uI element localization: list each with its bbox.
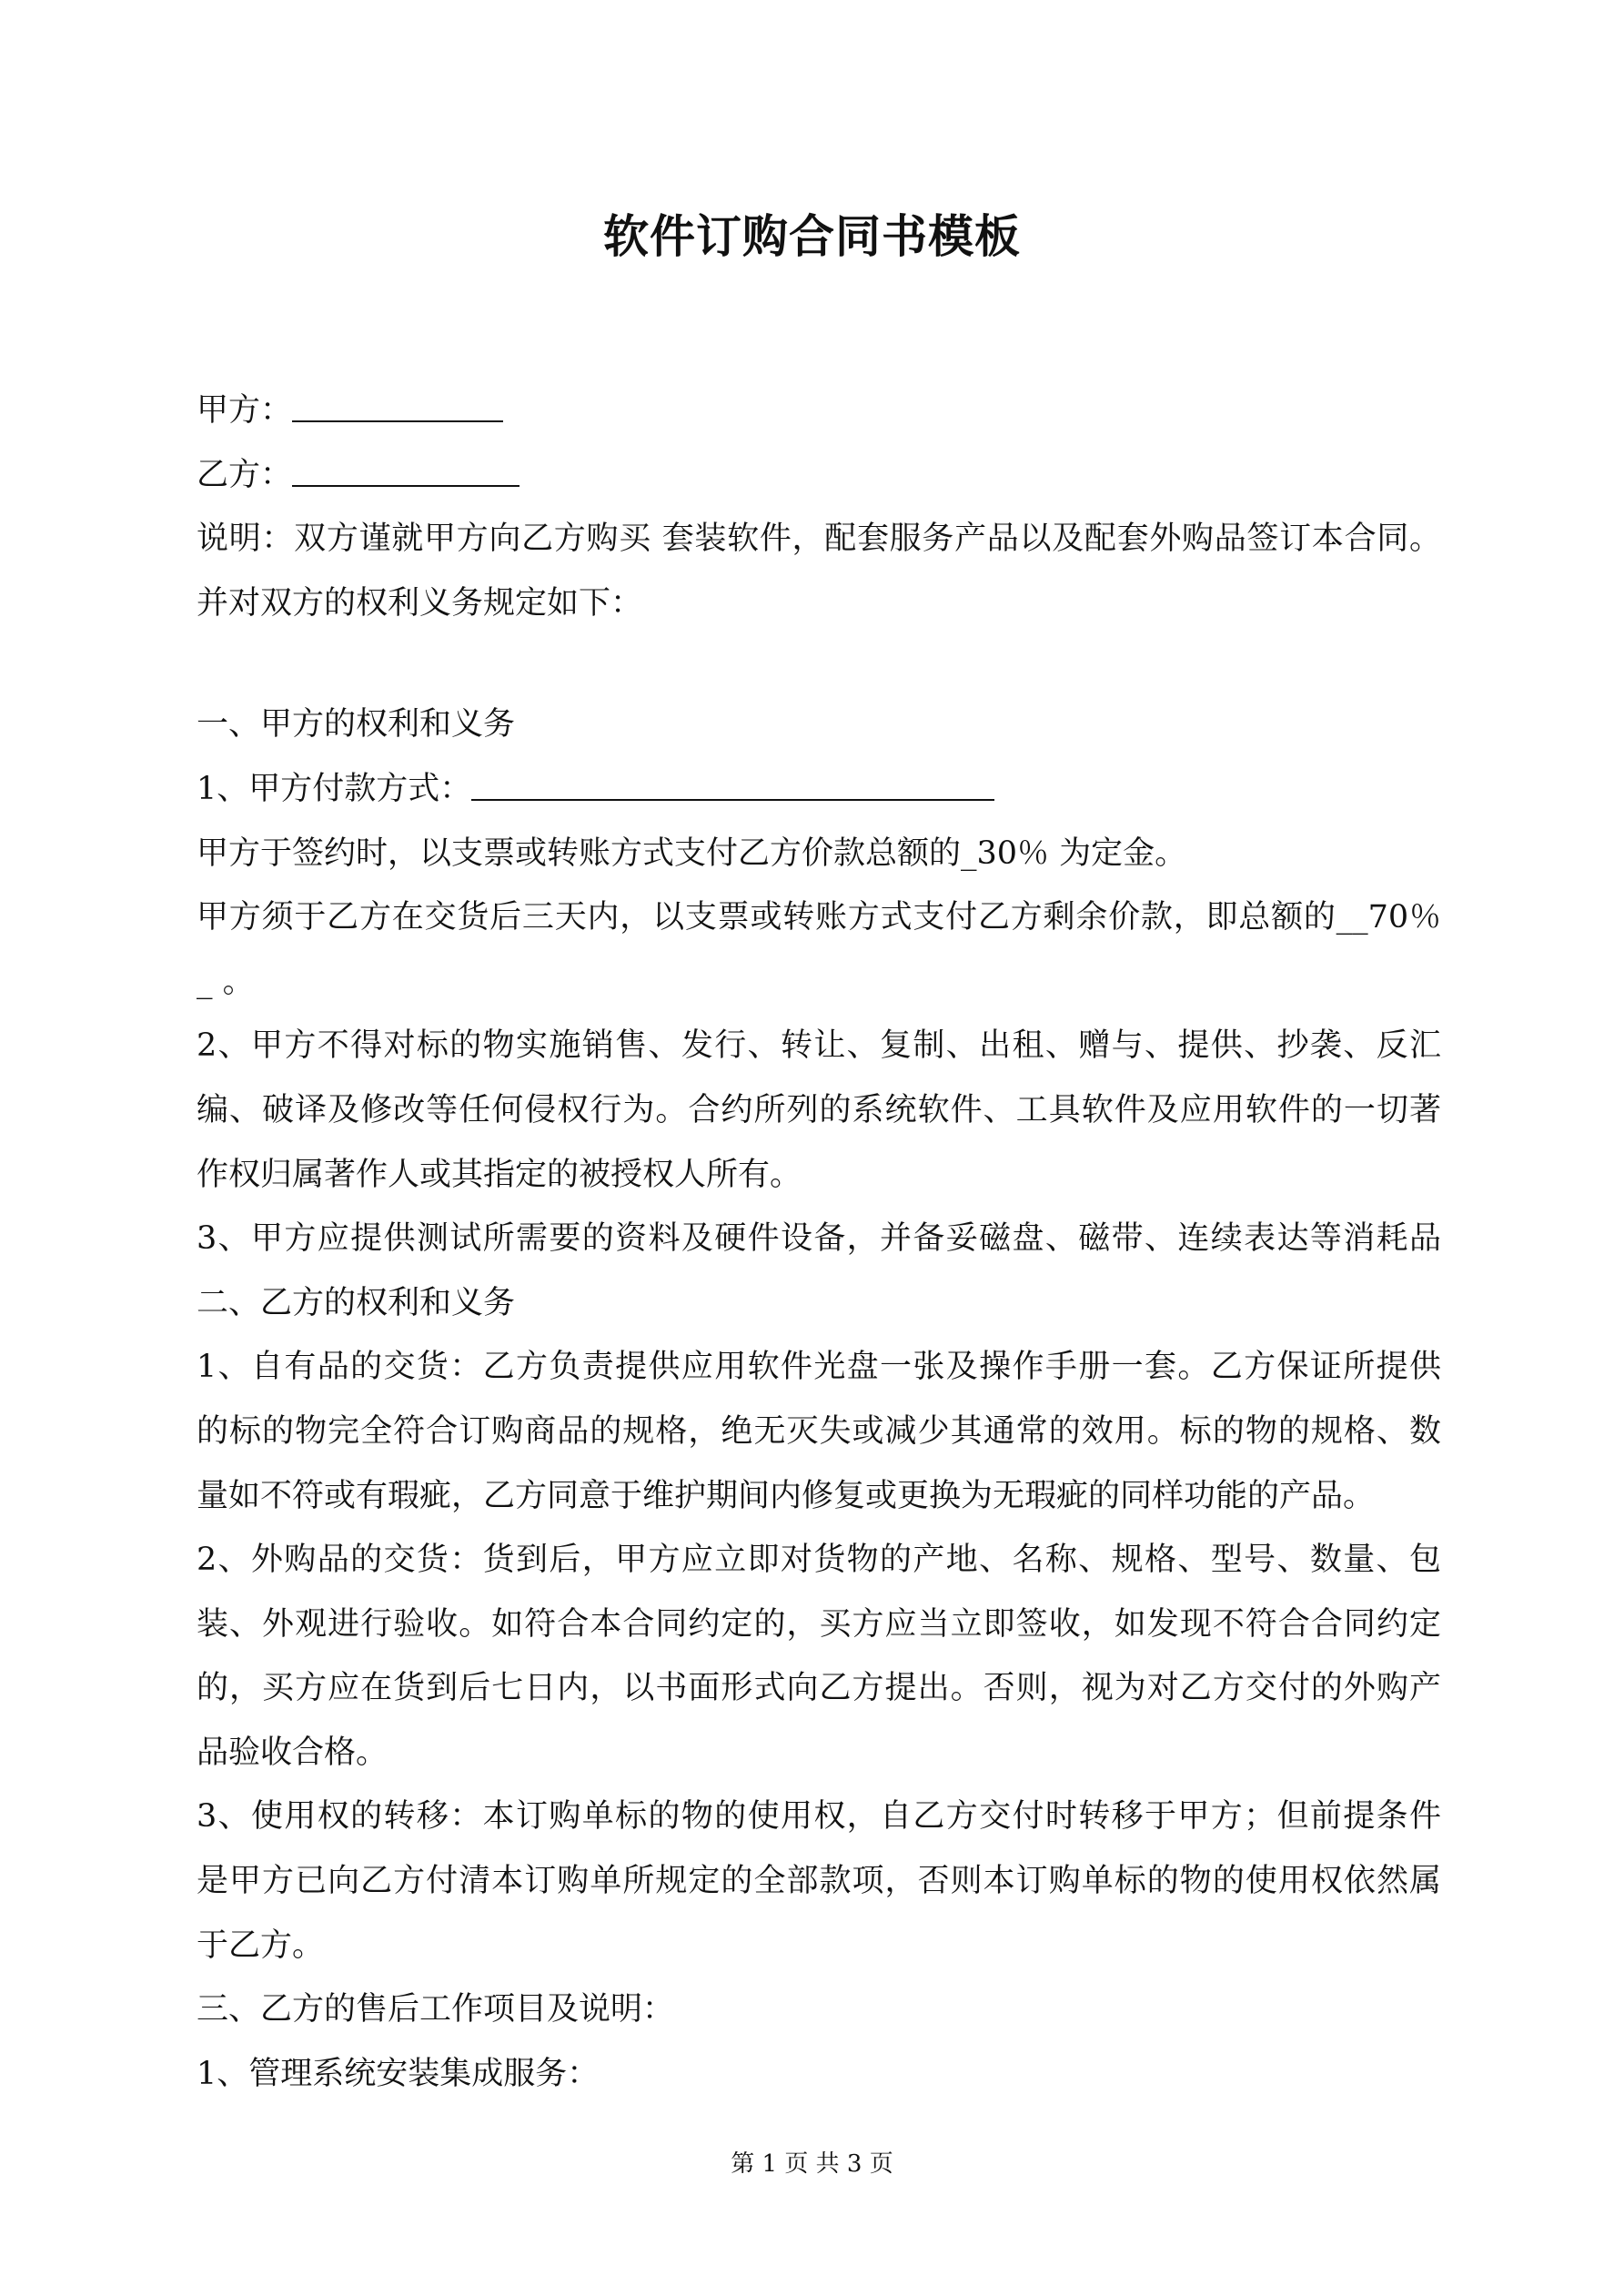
document-title: 软件订购合同书模板 <box>603 209 1021 263</box>
party-b-line <box>197 443 1441 508</box>
clause-line: 量如不符或有瑕疵，乙方同意于维护期间内修复或更换为无瑕疵的同样功能的产品。 <box>197 1477 1376 1514</box>
clause-line: 是甲方已向乙方付清本订购单所规定的全部款项，否则本订购单标的物的使用权依然属 <box>197 1863 1441 1900</box>
clause-line: 1、管理系统安装集成服务： <box>197 2055 600 2092</box>
clause-line: 3、使用权的转移：本订购单标的物的使用权，自乙方交付时转移于甲方；但前提条件 <box>197 1798 1441 1836</box>
clause-line: 品验收合格。 <box>197 1734 388 1771</box>
document-body <box>197 379 1441 2106</box>
clause-line: 甲方须于乙方在交货后三天内，以支票或转账方式支付乙方剩余价款，即总额的__70％ <box>197 899 1441 936</box>
clause-line: 2、外购品的交货：货到后，甲方应立即对货物的产地、名称、规格、型号、数量、包 <box>197 1542 1441 1579</box>
section-heading: 一、甲方的权利和义务 <box>197 706 516 743</box>
payment-method-label: 1、甲方付款方式： <box>197 770 472 807</box>
payment-method-blank <box>471 772 994 801</box>
clause-line: 作权归属著作人或其指定的被授权人所有。 <box>197 1156 802 1193</box>
clause-line: 的，买方应在货到后七日内，以书面形式向乙方提出。否则，视为对乙方交付的外购产 <box>197 1670 1441 1707</box>
clause-line: 编、破译及修改等任何侵权行为。合约所列的系统软件、工具软件及应用软件的一切著 <box>197 1091 1441 1128</box>
section-heading: 三、乙方的售后工作项目及说明： <box>197 1991 675 2028</box>
party-a-label: 甲方： <box>197 392 293 429</box>
page-footer: 第 1 页 共 3 页 <box>731 2150 893 2178</box>
clause-line: 的标的物完全符合订购商品的规格，绝无灭失或减少其通常的效用。标的物的规格、数 <box>197 1412 1441 1450</box>
clause-line: _ 。 <box>197 963 255 1000</box>
intro-line: 并对双方的权利义务规定如下： <box>197 584 643 622</box>
party-a-blank <box>292 393 503 422</box>
spacer <box>197 635 1441 693</box>
party-b-blank <box>292 458 519 487</box>
clause-line: 于乙方。 <box>197 1927 325 1964</box>
payment-method-line <box>197 757 1441 822</box>
clause-line: 甲方于签约时，以支票或转账方式支付乙方价款总额的_30％ 为定金。 <box>197 834 1187 872</box>
party-a-line <box>197 379 1441 443</box>
clause-line: 1、自有品的交货：乙方负责提供应用软件光盘一张及操作手册一套。乙方保证所提供 <box>197 1349 1441 1386</box>
party-b-label: 乙方： <box>197 456 293 493</box>
clause-line: 3、甲方应提供测试所需要的资料及硬件设备，并备妥磁盘、磁带、连续表达等消耗品 <box>197 1220 1441 1258</box>
clause-line: 2、甲方不得对标的物实施销售、发行、转让、复制、出租、赠与、提供、抄袭、反汇 <box>197 1027 1441 1065</box>
section-heading: 二、乙方的权利和义务 <box>197 1284 516 1321</box>
intro-line: 说明：双方谨就甲方向乙方购买 套装软件，配套服务产品以及配套外购品签订本合同。 <box>197 521 1441 558</box>
clause-line: 装、外观进行验收。如符合本合同约定的，买方应当立即签收，如发现不符合合同约定 <box>197 1605 1441 1643</box>
